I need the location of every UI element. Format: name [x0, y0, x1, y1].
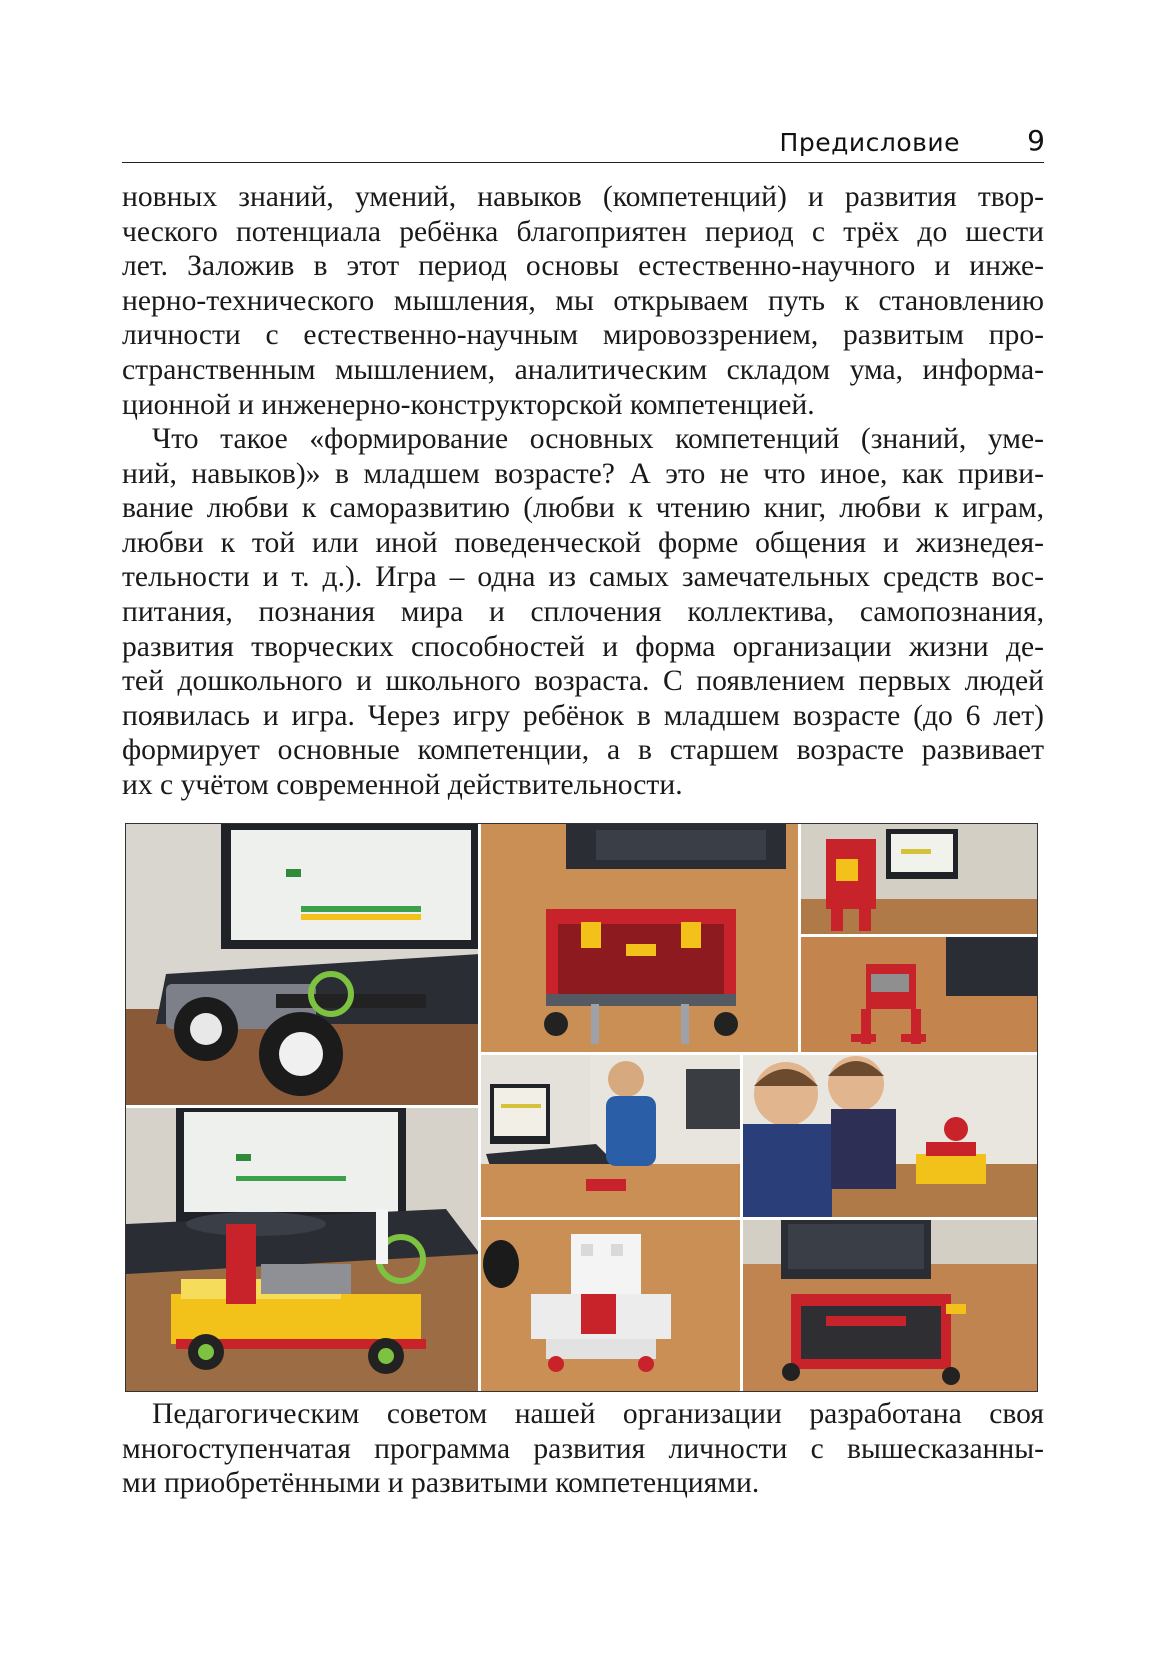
text-line: тей дошкольного и школьного возраста. С появлением первых людей	[122, 665, 1044, 698]
photo-collage	[125, 823, 1038, 1392]
photo-white-model	[480, 1219, 742, 1391]
photo-cart-with-laptop	[742, 1219, 1037, 1391]
photo-yellow-car	[126, 1107, 480, 1391]
photo-red-legs-robot	[800, 936, 1037, 1054]
text-line: новных знаний, умений, навыков (компетенций) и развития твор-	[122, 181, 1044, 213]
text-line: питания, познания мира и сплочения коллектива, самопознания,	[122, 595, 1044, 628]
text-line: любви к той или иной поведенческой форме общения и жизнедея-	[122, 526, 1044, 559]
text-line: лет. Заложив в этот период основы естественно-научного и инже-	[122, 250, 1044, 283]
text-line: тельности и т. д.). Игра – одна из самых замечательных средств вос-	[122, 561, 1044, 594]
photo-robot-car	[126, 824, 480, 1107]
header-divider	[122, 162, 1044, 163]
text-line: нерно-технического мышления, мы открываем путь к становлению	[122, 284, 1044, 317]
photo-child-at-laptop	[480, 1054, 742, 1219]
text-line: формирует основные компетенции, а в старшем возрасте развивает	[122, 734, 1044, 767]
paragraph-3	[122, 1397, 1044, 1501]
text-line: Что такое «формирование основных компетенций (знаний, уме-	[152, 423, 1044, 455]
text-line: ний, навыков)» в младшем возрасте? А это не что иное, как приви-	[122, 457, 1044, 490]
text-line: их с учётом современной действительности.	[122, 768, 683, 801]
page-number: 9	[1027, 124, 1045, 157]
running-header-title: Предисловие	[779, 128, 960, 157]
text-line: появилась и игра. Через игру ребёнок в младшем возрасте (до 6 лет)	[122, 699, 1044, 732]
photo-red-cart	[480, 824, 800, 1054]
paragraph-1	[122, 180, 1044, 422]
text-line: ционной и инженерно-конструкторской компетенцией.	[122, 388, 815, 421]
text-line: многоступенчатая программа развития личности с вышесказанны-	[122, 1432, 1044, 1465]
photo-walker-robot	[800, 824, 1037, 936]
photo-two-boys	[742, 1054, 1037, 1219]
text-line: ческого потенциала ребёнка благоприятен период с трёх до шести	[122, 215, 1044, 248]
text-line: Педагогическим советом нашей организации разработана своя	[152, 1398, 1044, 1430]
text-line: личности с естественно-научным мировоззрением, развитым про-	[122, 319, 1044, 352]
text-line: вание любви к саморазвитию (любви к чтению книг, любви к играм,	[122, 492, 1044, 525]
text-line: развития творческих способностей и форма организации жизни де-	[122, 630, 1044, 663]
text-line: ми приобретёнными и развитыми компетенциями.	[122, 1467, 760, 1500]
text-line: странственным мышлением, аналитическим складом ума, информа-	[122, 353, 1044, 386]
paragraph-2	[122, 422, 1044, 803]
